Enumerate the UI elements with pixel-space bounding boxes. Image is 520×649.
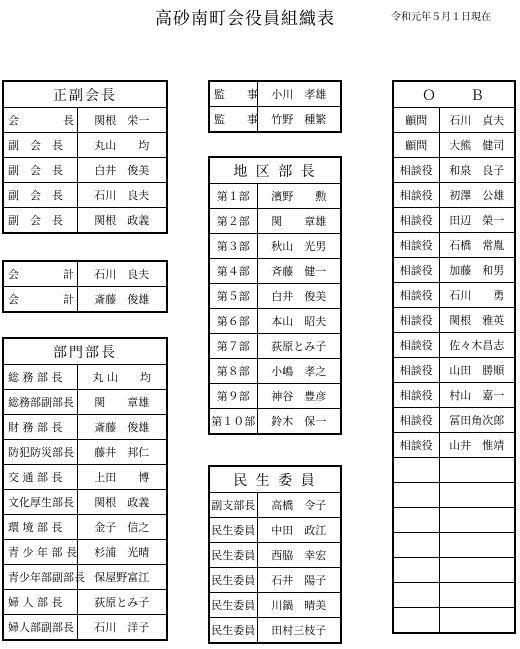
role-cell [393, 558, 439, 583]
table-row [393, 558, 515, 583]
role-cell [393, 458, 439, 483]
role-cell: 婦 人 部 長 [3, 590, 77, 615]
name-cell: 石橋 常胤 [439, 233, 515, 258]
name-cell: 鈴木 保一 [257, 409, 341, 435]
role-cell: 第２部 [209, 209, 257, 234]
table-row [209, 568, 341, 593]
table-row [393, 208, 515, 233]
role-cell [393, 583, 439, 608]
name-cell: 和泉 良子 [439, 158, 515, 183]
role-cell: 第５部 [209, 284, 257, 309]
name-cell: 石川 洋子 [77, 615, 167, 641]
name-cell: 石川 貞夫 [439, 108, 515, 133]
role-cell: 青 少 年 部 長 [3, 540, 77, 565]
table-row [3, 440, 167, 465]
table-row [3, 261, 167, 287]
name-cell [439, 583, 515, 608]
ob-table [392, 80, 516, 634]
table-row [3, 540, 167, 565]
name-cell: 川鍋 晴美 [257, 593, 341, 618]
role-cell: 相談役 [393, 383, 439, 408]
table-row [393, 333, 515, 358]
table-row [393, 283, 515, 308]
role-cell: 会 長 [3, 108, 77, 133]
role-cell: 相談役 [393, 233, 439, 258]
role-cell: 婦人部副部長 [3, 615, 77, 641]
auditors-table [208, 80, 342, 133]
role-cell: 民生委員 [209, 568, 257, 593]
name-cell: 石井 陽子 [257, 568, 341, 593]
role-cell: 総務部副部長 [3, 390, 77, 415]
table-row [209, 334, 341, 359]
role-cell: 青少年部副部長 [3, 565, 77, 590]
table-row [393, 458, 515, 483]
role-cell: 環 境 部 長 [3, 515, 77, 540]
role-cell: 第１０部 [209, 409, 257, 435]
name-cell: 関根 栄一 [77, 108, 167, 133]
role-cell: 相談役 [393, 333, 439, 358]
role-cell: 相談役 [393, 208, 439, 233]
name-cell: 山田 勝順 [439, 358, 515, 383]
table-row [3, 590, 167, 615]
name-cell: 冨田角次郎 [439, 408, 515, 433]
table-row [393, 133, 515, 158]
name-cell: 丸 山 均 [77, 365, 167, 390]
table-row [3, 133, 167, 158]
role-cell: 顧問 [393, 133, 439, 158]
name-cell: 石川 良夫 [77, 261, 167, 287]
role-cell: 副 会 長 [3, 158, 77, 183]
role-cell: 相談役 [393, 308, 439, 333]
name-cell: 高橋 令子 [257, 493, 341, 518]
table-row [209, 259, 341, 284]
name-cell: 保屋野富江 [77, 565, 167, 590]
name-cell: 丸山 均 [77, 133, 167, 158]
table-row [3, 158, 167, 183]
role-cell: 相談役 [393, 283, 439, 308]
name-cell: 大熊 健司 [439, 133, 515, 158]
name-cell: 関根 政義 [77, 208, 167, 234]
table-row [393, 358, 515, 383]
districts-table [208, 156, 342, 435]
role-cell: 第１部 [209, 184, 257, 209]
table-row [209, 234, 341, 259]
name-cell: 白井 俊美 [257, 284, 341, 309]
table-row [393, 258, 515, 283]
name-cell: 加藤 和男 [439, 258, 515, 283]
table-row [3, 208, 167, 234]
name-cell: 小川 孝雄 [257, 81, 341, 107]
name-cell [439, 458, 515, 483]
table-row [393, 408, 515, 433]
name-cell: 中田 政江 [257, 518, 341, 543]
name-cell: 白井 俊美 [77, 158, 167, 183]
name-cell: 村山 嘉一 [439, 383, 515, 408]
role-cell: 第３部 [209, 234, 257, 259]
role-cell: 第４部 [209, 259, 257, 284]
table-row [209, 284, 341, 309]
role-cell [393, 508, 439, 533]
name-cell: 秋山 光男 [257, 234, 341, 259]
name-cell: 杉浦 光晴 [77, 540, 167, 565]
departments-header: 部門部長 [3, 338, 167, 365]
name-cell [439, 533, 515, 558]
table-row [393, 533, 515, 558]
role-cell: 顧問 [393, 108, 439, 133]
role-cell: 副 会 長 [3, 133, 77, 158]
officers-table [2, 80, 168, 234]
table-row [3, 365, 167, 390]
name-cell: 濱野 勲 [257, 184, 341, 209]
role-cell: 監 事 [209, 107, 257, 133]
name-cell [439, 608, 515, 634]
role-cell: 民生委員 [209, 543, 257, 568]
name-cell: 石川 良夫 [77, 183, 167, 208]
table-row [393, 108, 515, 133]
role-cell: 第６部 [209, 309, 257, 334]
table-row [3, 390, 167, 415]
name-cell: 関根 政義 [77, 490, 167, 515]
table-row [393, 608, 515, 634]
table-row [3, 415, 167, 440]
name-cell: 関 章雄 [77, 390, 167, 415]
table-row [393, 233, 515, 258]
role-cell [393, 533, 439, 558]
role-cell: 防犯防災部長 [3, 440, 77, 465]
name-cell: 竹野 種繁 [257, 107, 341, 133]
role-cell [393, 608, 439, 634]
table-row [209, 107, 341, 133]
table-row [209, 409, 341, 435]
districts-header: 地 区 部 長 [209, 157, 341, 184]
page-title: 高砂南町会役員組織表 [155, 9, 335, 29]
name-cell [439, 508, 515, 533]
table-row [3, 183, 167, 208]
name-cell: 関根 雅英 [439, 308, 515, 333]
departments-table [2, 337, 168, 641]
table-row [209, 543, 341, 568]
name-cell: 佐々木昌志 [439, 333, 515, 358]
role-cell: 第８部 [209, 359, 257, 384]
name-cell: 斎藤 俊雄 [77, 415, 167, 440]
welfare-table [208, 465, 342, 644]
name-cell: 田辺 榮一 [439, 208, 515, 233]
role-cell: 民生委員 [209, 618, 257, 644]
table-row [393, 433, 515, 458]
role-cell: 副 会 長 [3, 183, 77, 208]
name-cell: 斉藤 健一 [257, 259, 341, 284]
table-row [209, 493, 341, 518]
name-cell: 上田 博 [77, 465, 167, 490]
table-row [3, 465, 167, 490]
role-cell: 会 計 [3, 287, 77, 313]
role-cell: 副支部長 [209, 493, 257, 518]
role-cell: 副 会 長 [3, 208, 77, 234]
name-cell: 荻原とみ子 [257, 334, 341, 359]
table-row [3, 615, 167, 641]
table-row [393, 158, 515, 183]
table-row [393, 483, 515, 508]
name-cell: 山井 惟靖 [439, 433, 515, 458]
table-row [393, 508, 515, 533]
table-row [209, 309, 341, 334]
name-cell: 石川 勇 [439, 283, 515, 308]
role-cell: 交 通 部 長 [3, 465, 77, 490]
table-row [393, 583, 515, 608]
name-cell [439, 483, 515, 508]
accounting-table [2, 260, 168, 313]
name-cell: 田村三枝子 [257, 618, 341, 644]
table-row [3, 515, 167, 540]
name-cell: 本山 昭夫 [257, 309, 341, 334]
role-cell: 相談役 [393, 408, 439, 433]
role-cell: 第９部 [209, 384, 257, 409]
role-cell: 民生委員 [209, 593, 257, 618]
table-row [3, 565, 167, 590]
name-cell: 荻原とみ子 [77, 590, 167, 615]
role-cell: 相談役 [393, 258, 439, 283]
table-row [209, 593, 341, 618]
role-cell: 相談役 [393, 358, 439, 383]
role-cell: 監 事 [209, 81, 257, 107]
name-cell: 神谷 豊彦 [257, 384, 341, 409]
role-cell: 民生委員 [209, 518, 257, 543]
date-label: 令和元年５月１日現在 [391, 12, 491, 23]
table-row [3, 108, 167, 133]
name-cell: 西脇 幸宏 [257, 543, 341, 568]
role-cell: 会 計 [3, 261, 77, 287]
table-row [393, 383, 515, 408]
name-cell: 関 章雄 [257, 209, 341, 234]
welfare-header: 民 生 委 員 [209, 466, 341, 493]
name-cell: 金子 信之 [77, 515, 167, 540]
name-cell: 小嶋 孝之 [257, 359, 341, 384]
role-cell: 総 務 部 長 [3, 365, 77, 390]
role-cell: 文化厚生部長 [3, 490, 77, 515]
role-cell: 財 務 部 長 [3, 415, 77, 440]
name-cell: 斎藤 俊雄 [77, 287, 167, 313]
role-cell: 第７部 [209, 334, 257, 359]
table-row [209, 359, 341, 384]
table-row [209, 384, 341, 409]
table-row [3, 490, 167, 515]
role-cell: 相談役 [393, 158, 439, 183]
table-row [393, 308, 515, 333]
officers-header: 正副会長 [3, 81, 167, 108]
table-row [209, 184, 341, 209]
table-row [393, 183, 515, 208]
name-cell [439, 558, 515, 583]
ob-header: Ｏ Ｂ [393, 81, 515, 108]
role-cell [393, 483, 439, 508]
table-row [3, 287, 167, 313]
table-row [209, 209, 341, 234]
table-row [209, 618, 341, 644]
table-row [209, 81, 341, 107]
name-cell: 藤井 邦仁 [77, 440, 167, 465]
table-row [209, 518, 341, 543]
role-cell: 相談役 [393, 183, 439, 208]
name-cell: 初澤 公雄 [439, 183, 515, 208]
role-cell: 相談役 [393, 433, 439, 458]
